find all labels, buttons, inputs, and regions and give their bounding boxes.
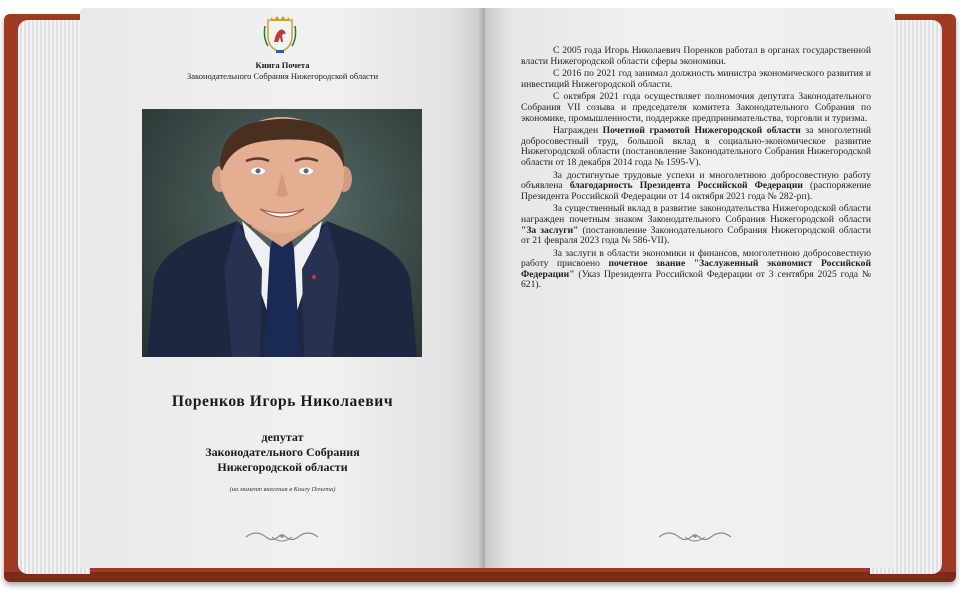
right-page — [485, 8, 895, 568]
bio-text: за многолетний добросовестный труд, большой вклад в социально-экономическое развитие Нижегородской области (постановление Законодательного Собрания Нижегородской области от 18 декабря 2014 года № 1595-V). — [521, 125, 872, 168]
bio-paragraph: С 2016 по 2021 год занимал должность министра экономического развития и инвестиций Нижегородской области. — [521, 68, 871, 90]
honoree-region: Нижегородской области — [217, 460, 348, 474]
portrait-photo — [142, 109, 422, 357]
bio-paragraph — [521, 249, 871, 291]
award-name: благодарность Президента Российской Федерации — [569, 180, 803, 192]
bio-paragraph: С октября 2021 года осуществляет полномочия депутата Законодательного Собрания VII созыва и председателя комитета Законодательного Собрания по экономике, промышленности, поддержке предпринимательства, торговли и туризма. — [521, 91, 871, 124]
bio-paragraph — [521, 126, 871, 168]
bio-paragraph — [521, 171, 871, 203]
left-page — [80, 8, 485, 568]
bio-text: За существенный вклад в развитие законодательства Нижегородской области награжден почетным знаком Законодательного Собрания Нижегородской области — [521, 203, 871, 225]
honoree-position: депутат — [261, 430, 304, 444]
bio-text: Награжден — [553, 125, 603, 137]
bio-text: За достигнутые трудовые успехи и многолетнюю добросовестную работу объявлена — [521, 169, 871, 192]
bio-text: (постановление Законодательного Собрания Нижегородской области от 21 февраля 2023 года № 586-VII). — [521, 224, 872, 247]
coat-of-arms-icon — [262, 14, 298, 54]
bio-text: За заслуги в области экономики и финансов, многолетнюю добросовестную работу присвоено — [521, 247, 871, 270]
ornament-icon — [242, 528, 322, 546]
book-title: Книга Почета — [255, 60, 310, 70]
biography-text — [521, 46, 871, 293]
honoree-organization: Законодательного Собрания — [205, 445, 360, 459]
honoree-name: Поренков Игорь Николаевич — [171, 393, 394, 410]
award-name: Почетной грамотой Нижегородской области — [602, 125, 801, 137]
award-name: почетное звание "Заслуженный экономист Российской Федерации" — [521, 258, 871, 280]
bio-text: (Указ Президента Российской Федерации от 3 сентября 2025 года № 621). — [521, 268, 871, 291]
bio-paragraph — [521, 204, 871, 246]
entry-note: (на момент внесения в Книгу Почета) — [229, 486, 336, 493]
bio-text: (распоряжение Президента Российской Федерации от 14 октября 2021 года № 282-рп). — [521, 180, 871, 202]
bio-paragraph: С 2005 года Игорь Николаевич Поренков работал в органах государственной власти Нижегородской области сферы экономики. — [521, 45, 871, 67]
award-name: "За заслуги" — [521, 224, 579, 236]
ornament-icon — [655, 528, 735, 546]
book-subtitle: Законодательного Собрания Нижегородской области — [187, 71, 378, 81]
